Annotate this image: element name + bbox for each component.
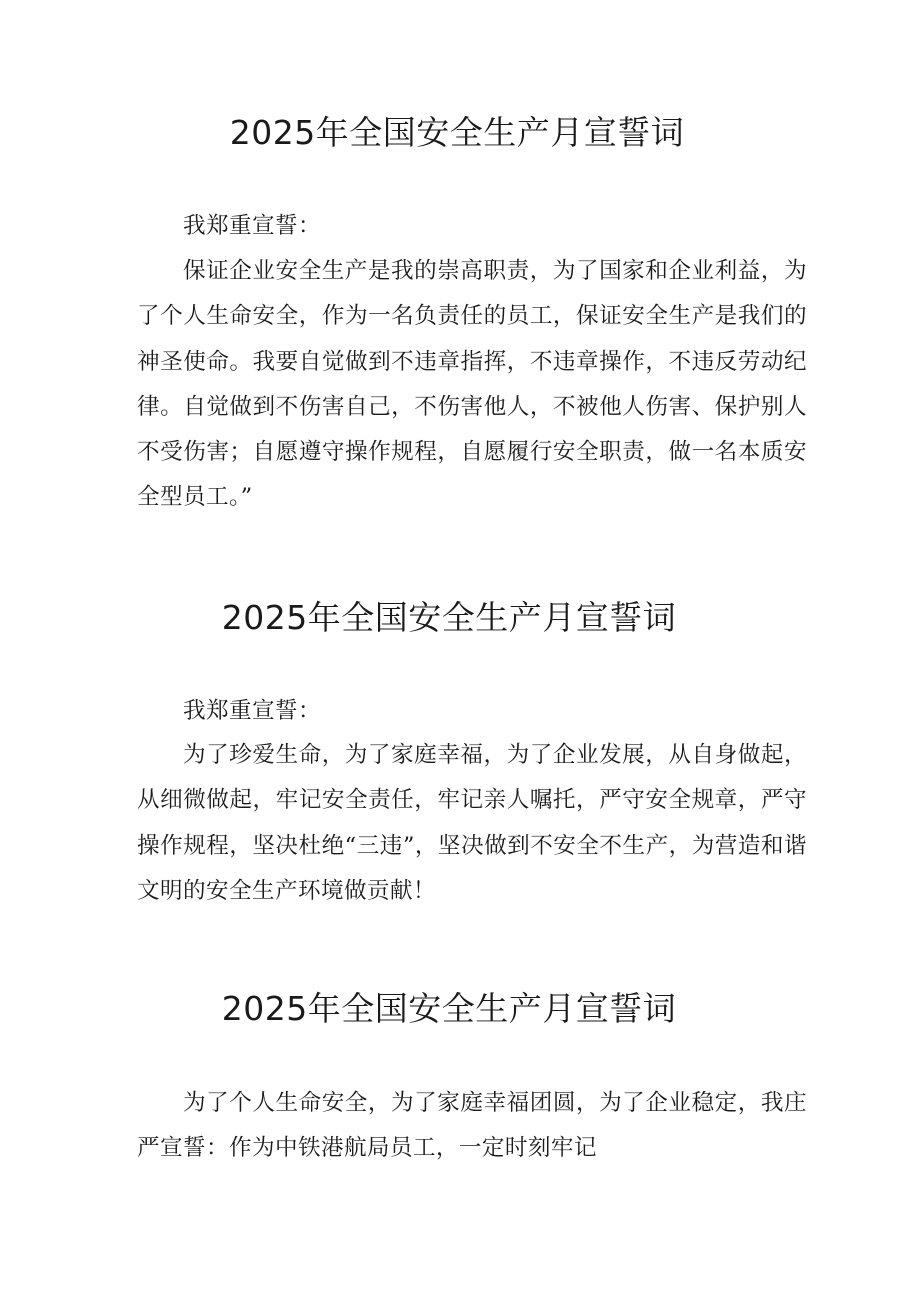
section-2-title: 2025年全国安全生产月宣誓词 bbox=[221, 598, 677, 637]
section-1-body: 保证企业安全生产是我的崇高职责，为了国家和企业利益，为了个人生命安全，作为一名负责任的员工，保证安全生产是我们的神圣使命。我要自觉做到不违章指挥，不违章操作，不违反劳动纪律。自觉做到不伤害自己，不伤害他人，不被他人伤害、保护别人不受伤害；自愿遵守操作规程，自愿履行安全职责，做一名本质安全型员工。” bbox=[137, 258, 807, 511]
section-2-body: 为了珍爱生命，为了家庭幸福，为了企业发展，从自身做起，从细微做起，牢记安全责任，牢记亲人嘱托，严守安全规章，严守操作规程，坚决杜绝“三违”，坚决做到不安全不生产，为营造和谐文明的安全生产环境做贡献！ bbox=[137, 742, 807, 904]
section-3-body: 为了个人生命安全，为了家庭幸福团圆，为了企业稳定，我庄严宣誓：作为中铁港航局员工，一定时刻牢记 bbox=[137, 1090, 807, 1162]
section-1-title: 2025年全国安全生产月宣誓词 bbox=[229, 113, 685, 152]
section-2-lead: 我郑重宣誓： bbox=[183, 698, 321, 724]
section-1-lead: 我郑重宣誓： bbox=[183, 213, 321, 239]
section-3-title: 2025年全国安全生产月宣誓词 bbox=[221, 989, 677, 1028]
